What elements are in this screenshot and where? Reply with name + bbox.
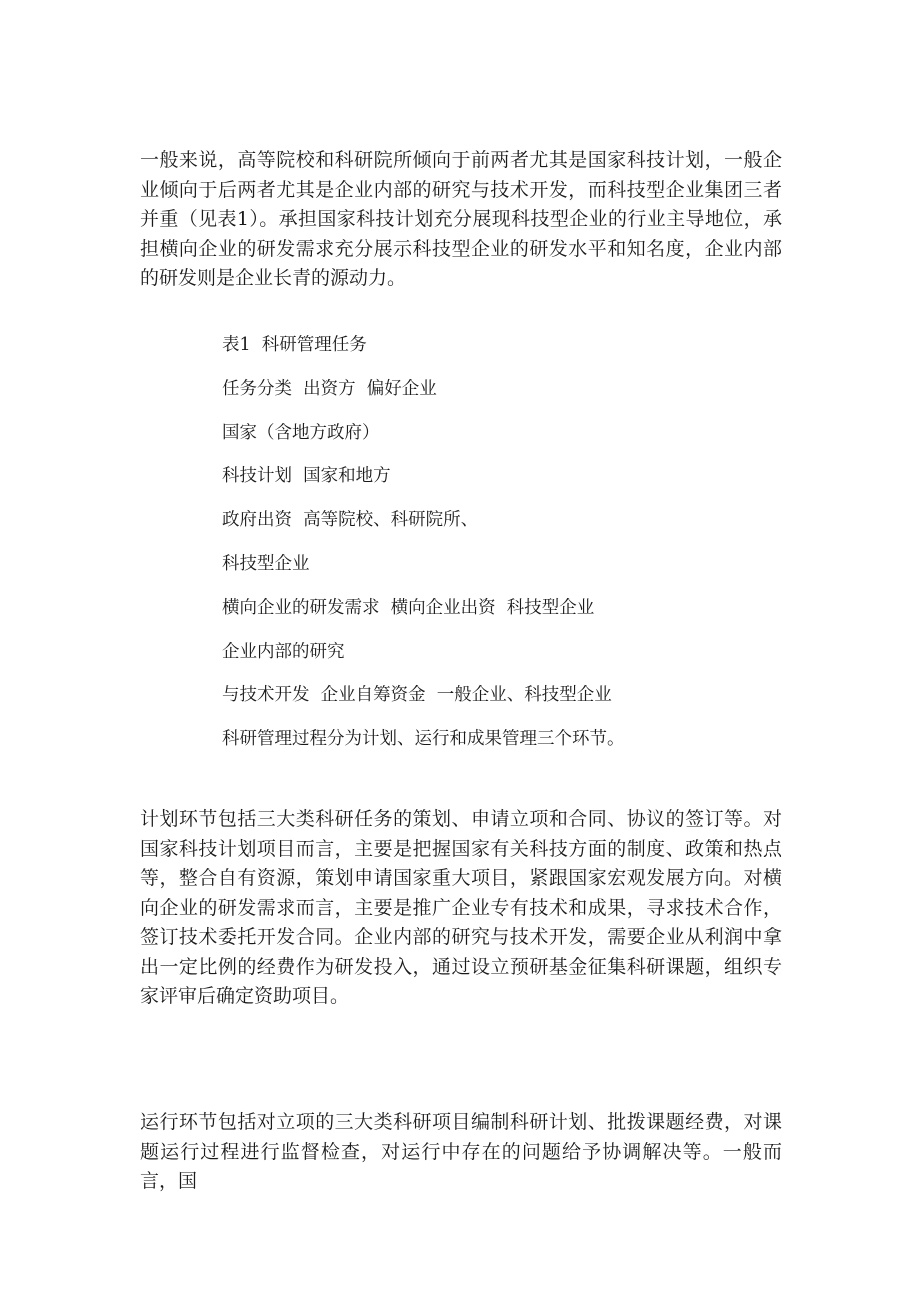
table-line: 科技型企业 bbox=[222, 553, 310, 574]
table-line: 政府出资 高等院校、科研院所、 bbox=[222, 510, 479, 531]
table-line: 与技术开发 企业自筹资金 一般企业、科技型企业 bbox=[222, 685, 612, 706]
paragraph-planning: 计划环节包括三大类科研任务的策划、申请立项和合同、协议的签订等。对国家科技计划项目而言，主要是把握国家有关科技方面的制度、政策和热点等，整合自有资源，策划申请国家重大项目，紧跟国家宏观发展方向。对横向企业的研发需求而言，主要是推广企业专有技术和成果，寻求技术合作，签订技术委托开发合同。企业内部的研究与技术开发，需要企业从利润中拿出一定比例的经费作为研发投入，通过设立预研基金征集科研课题，组织专家评审后确定资助项目。 bbox=[140, 808, 782, 1007]
paragraph-operation: 运行环节包括对立项的三大类科研项目编制科研计划、批拨课题经费，对课题运行过程进行监督检查，对运行中存在的问题给予协调解决等。一般而言，国 bbox=[140, 1111, 782, 1192]
table-line: 企业内部的研究 bbox=[222, 641, 345, 662]
table-line: 科技计划 国家和地方 bbox=[222, 466, 391, 487]
table-line: 国家（含地方政府） bbox=[222, 422, 380, 443]
table-summary-line: 科研管理过程分为计划、运行和成果管理三个环节。 bbox=[222, 729, 625, 750]
table-line: 横向企业的研发需求 横向企业出资 科技型企业 bbox=[222, 597, 595, 618]
table-header-row: 任务分类 出资方 偏好企业 bbox=[222, 378, 437, 399]
table-1-text-block bbox=[222, 334, 782, 772]
paragraph-intro: 一般来说，高等院校和科研院所倾向于前两者尤其是国家科技计划，一般企业倾向于后两者尤其是企业内部的研究与技术开发，而科技型企业集团三者并重（见表1）。承担国家科技计划充分展现科技型企业的行业主导地位，承担横向企业的研发需求充分展示科技型企业的研发水平和知名度，企业内部的研发则是企业长青的源动力。 bbox=[140, 149, 782, 289]
table-title: 表1 科研管理任务 bbox=[222, 335, 367, 355]
